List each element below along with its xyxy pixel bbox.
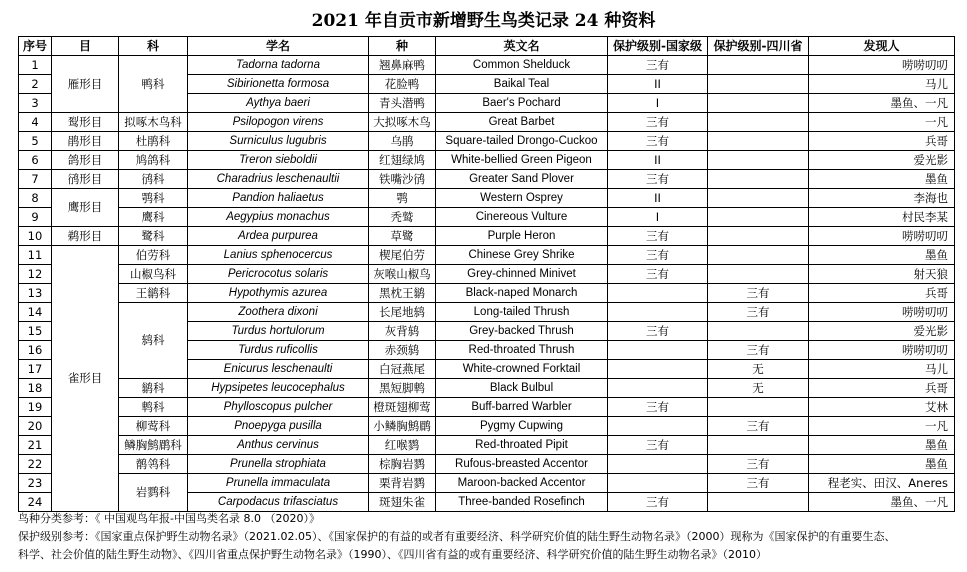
table-row: [19, 208, 955, 227]
row-number-cell: 5: [19, 132, 52, 151]
finder-cell: 村民李某: [809, 208, 955, 227]
note-line: 科学、社会价值的陆生野生动物》、《四川省重点保护野生动物名录》（1990）、《四川省有益的或有重要经济、科学研究价值的陆生野生动物名录》（2010）: [18, 548, 767, 561]
scientific-name-cell: Lanius sphenocercus: [188, 246, 369, 265]
species-cell: 翘鼻麻鸭: [369, 56, 436, 75]
table-row: [19, 436, 955, 455]
scientific-name-cell: Aegypius monachus: [188, 208, 369, 227]
finder-cell: 射天狼: [809, 265, 955, 284]
scientific-name-cell: Ardea purpurea: [188, 227, 369, 246]
english-name-cell: Red-throated Thrush: [436, 341, 608, 360]
english-name-cell: Western Osprey: [436, 189, 608, 208]
sichuan-level-cell: [708, 493, 809, 512]
species-cell: 楔尾伯劳: [369, 246, 436, 265]
national-level-cell: I: [608, 208, 708, 227]
family-cell: 鹟科: [119, 379, 188, 398]
order-cell: 雁形目: [52, 56, 119, 113]
scientific-name-cell: Pericrocotus solaris: [188, 265, 369, 284]
col-header-species: 种: [369, 37, 436, 56]
col-header-family: 科: [119, 37, 188, 56]
row-number-cell: 19: [19, 398, 52, 417]
sichuan-level-cell: 三有: [708, 303, 809, 322]
scientific-name-cell: Hypothymis azurea: [188, 284, 369, 303]
english-name-cell: Square-tailed Drongo-Cuckoo: [436, 132, 608, 151]
document-title: 2021 年自贡市新增野生鸟类记录 24 种资料: [311, 11, 656, 31]
sichuan-level-cell: 三有: [708, 284, 809, 303]
finder-cell: 墨鱼: [809, 170, 955, 189]
row-number-cell: 11: [19, 246, 52, 265]
finder-cell: 程老实、田汉、Aneres: [809, 474, 955, 493]
finder-cell: 兵哥: [809, 132, 955, 151]
family-cell: 岩鹨科: [119, 474, 188, 512]
finder-cell: 墨鱼: [809, 455, 955, 474]
order-cell: 鹈形目: [52, 227, 119, 246]
sichuan-level-cell: 三有: [708, 455, 809, 474]
english-name-cell: Maroon-backed Accentor: [436, 474, 608, 493]
species-cell: 秃鹫: [369, 208, 436, 227]
english-name-cell: Three-banded Rosefinch: [436, 493, 608, 512]
scientific-name-cell: Phylloscopus pulcher: [188, 398, 369, 417]
family-cell: 杜鹃科: [119, 132, 188, 151]
national-level-cell: [608, 474, 708, 493]
national-level-cell: II: [608, 151, 708, 170]
finder-cell: 唠唠叨叨: [809, 227, 955, 246]
row-number-cell: 8: [19, 189, 52, 208]
species-cell: 铁嘴沙鸻: [369, 170, 436, 189]
national-level-cell: II: [608, 75, 708, 94]
english-name-cell: Black-naped Monarch: [436, 284, 608, 303]
bird-records-table: [18, 36, 955, 512]
sichuan-level-cell: [708, 75, 809, 94]
finder-cell: 兵哥: [809, 284, 955, 303]
row-number-cell: 23: [19, 474, 52, 493]
order-cell: 雀形目: [52, 246, 119, 512]
sichuan-level-cell: [708, 208, 809, 227]
national-level-cell: [608, 379, 708, 398]
species-cell: 黑短脚鹎: [369, 379, 436, 398]
order-cell: 䴕形目: [52, 113, 119, 132]
species-cell: 灰背鸫: [369, 322, 436, 341]
english-name-cell: Baer's Pochard: [436, 94, 608, 113]
row-number-cell: 12: [19, 265, 52, 284]
scientific-name-cell: Prunella strophiata: [188, 455, 369, 474]
family-cell: 鹭科: [119, 227, 188, 246]
sichuan-level-cell: 三有: [708, 474, 809, 493]
row-number-cell: 3: [19, 94, 52, 113]
species-cell: 橙斑翅柳莺: [369, 398, 436, 417]
national-level-cell: II: [608, 189, 708, 208]
national-level-cell: 三有: [608, 113, 708, 132]
finder-cell: 兵哥: [809, 379, 955, 398]
table-row: [19, 227, 955, 246]
family-cell: 鹗科: [119, 189, 188, 208]
sichuan-level-cell: [708, 265, 809, 284]
english-name-cell: Common Shelduck: [436, 56, 608, 75]
species-cell: 棕胸岩鹨: [369, 455, 436, 474]
table-row: [19, 113, 955, 132]
national-level-cell: 三有: [608, 493, 708, 512]
scientific-name-cell: Zoothera dixoni: [188, 303, 369, 322]
note-line: 鸟种分类参考：《 中国观鸟年报-中国鸟类名录 8.0 （2020）》: [18, 512, 320, 525]
note-line: 保护级别参考：《国家重点保护野生动物名录》（2021.02.05）、《国家保护的有益的或者有重要经济、科学研究价值的陆生野生动物名录》（2000）现称为《国家保护的有重要生态、: [18, 530, 896, 543]
family-cell: 鹡鸰科: [119, 455, 188, 474]
national-level-cell: 三有: [608, 170, 708, 189]
col-header-finder: 发现人: [809, 37, 955, 56]
national-level-cell: [608, 360, 708, 379]
scientific-name-cell: Aythya baeri: [188, 94, 369, 113]
scientific-name-cell: Charadrius leschenaultii: [188, 170, 369, 189]
scientific-name-cell: Pnoepyga pusilla: [188, 417, 369, 436]
species-cell: 花脸鸭: [369, 75, 436, 94]
table-row: [19, 132, 955, 151]
national-level-cell: I: [608, 94, 708, 113]
row-number-cell: 17: [19, 360, 52, 379]
family-cell: 王鹟科: [119, 284, 188, 303]
scientific-name-cell: Psilopogon virens: [188, 113, 369, 132]
family-cell: 拟啄木鸟科: [119, 113, 188, 132]
row-number-cell: 20: [19, 417, 52, 436]
finder-cell: 马儿: [809, 360, 955, 379]
scientific-name-cell: Hypsipetes leucocephalus: [188, 379, 369, 398]
col-header-national-level: 保护级别-国家级: [608, 37, 708, 56]
order-cell: 鸽形目: [52, 151, 119, 170]
english-name-cell: White-bellied Green Pigeon: [436, 151, 608, 170]
finder-cell: 爱光影: [809, 151, 955, 170]
order-cell: 鹃形目: [52, 132, 119, 151]
species-cell: 乌鹃: [369, 132, 436, 151]
species-cell: 草鹭: [369, 227, 436, 246]
national-level-cell: 三有: [608, 398, 708, 417]
table-row: [19, 56, 955, 75]
scientific-name-cell: Turdus hortulorum: [188, 322, 369, 341]
finder-cell: 唠唠叨叨: [809, 56, 955, 75]
sichuan-level-cell: 无: [708, 379, 809, 398]
row-number-cell: 21: [19, 436, 52, 455]
table-row: [19, 455, 955, 474]
english-name-cell: Red-throated Pipit: [436, 436, 608, 455]
col-header-sichuan-level: 保护级别-四川省: [708, 37, 809, 56]
sichuan-level-cell: [708, 132, 809, 151]
table-row: [19, 189, 955, 208]
national-level-cell: 三有: [608, 265, 708, 284]
sichuan-level-cell: [708, 436, 809, 455]
finder-cell: 墨鱼: [809, 246, 955, 265]
row-number-cell: 10: [19, 227, 52, 246]
national-level-cell: [608, 341, 708, 360]
family-cell: 鸻科: [119, 170, 188, 189]
row-number-cell: 4: [19, 113, 52, 132]
table-row: [19, 398, 955, 417]
sichuan-level-cell: [708, 151, 809, 170]
table-row: [19, 284, 955, 303]
finder-cell: 李海也: [809, 189, 955, 208]
table-row: [19, 474, 955, 493]
english-name-cell: Buff-barred Warbler: [436, 398, 608, 417]
row-number-cell: 2: [19, 75, 52, 94]
table-row: [19, 151, 955, 170]
sichuan-level-cell: 三有: [708, 341, 809, 360]
scientific-name-cell: Carpodacus trifasciatus: [188, 493, 369, 512]
species-cell: 赤颈鸫: [369, 341, 436, 360]
family-cell: 鹎科: [119, 398, 188, 417]
english-name-cell: Purple Heron: [436, 227, 608, 246]
scientific-name-cell: Prunella immaculata: [188, 474, 369, 493]
sichuan-level-cell: [708, 113, 809, 132]
national-level-cell: 三有: [608, 436, 708, 455]
scientific-name-cell: Turdus ruficollis: [188, 341, 369, 360]
sichuan-level-cell: [708, 170, 809, 189]
reference-notes: [18, 510, 958, 564]
finder-cell: 墨鱼、一凡: [809, 493, 955, 512]
english-name-cell: Great Barbet: [436, 113, 608, 132]
col-header-scientific-name: 学名: [188, 37, 369, 56]
national-level-cell: [608, 303, 708, 322]
english-name-cell: Black Bulbul: [436, 379, 608, 398]
species-cell: 白冠燕尾: [369, 360, 436, 379]
table-row: [19, 303, 955, 322]
family-cell: 伯劳科: [119, 246, 188, 265]
sichuan-level-cell: 三有: [708, 417, 809, 436]
species-cell: 大拟啄木鸟: [369, 113, 436, 132]
row-number-cell: 16: [19, 341, 52, 360]
table-row: [19, 417, 955, 436]
row-number-cell: 15: [19, 322, 52, 341]
english-name-cell: Grey-backed Thrush: [436, 322, 608, 341]
sichuan-level-cell: [708, 227, 809, 246]
scientific-name-cell: Enicurus leschenaulti: [188, 360, 369, 379]
english-name-cell: Pygmy Cupwing: [436, 417, 608, 436]
row-number-cell: 9: [19, 208, 52, 227]
species-cell: 青头潜鸭: [369, 94, 436, 113]
english-name-cell: Rufous-breasted Accentor: [436, 455, 608, 474]
finder-cell: 马儿: [809, 75, 955, 94]
species-cell: 斑翅朱雀: [369, 493, 436, 512]
col-header-english-name: 英文名: [436, 37, 608, 56]
finder-cell: 唠唠叨叨: [809, 303, 955, 322]
finder-cell: 唠唠叨叨: [809, 341, 955, 360]
table-row: [19, 246, 955, 265]
species-cell: 鹗: [369, 189, 436, 208]
species-cell: 栗背岩鹨: [369, 474, 436, 493]
national-level-cell: [608, 417, 708, 436]
sichuan-level-cell: [708, 189, 809, 208]
national-level-cell: 三有: [608, 56, 708, 75]
row-number-cell: 18: [19, 379, 52, 398]
order-cell: 鸻形目: [52, 170, 119, 189]
finder-cell: 艾林: [809, 398, 955, 417]
finder-cell: 墨鱼: [809, 436, 955, 455]
finder-cell: 一凡: [809, 417, 955, 436]
row-number-cell: 22: [19, 455, 52, 474]
col-header-order: 目: [52, 37, 119, 56]
table-row: [19, 379, 955, 398]
family-cell: 鸠鸽科: [119, 151, 188, 170]
scientific-name-cell: Treron sieboldii: [188, 151, 369, 170]
english-name-cell: Chinese Grey Shrike: [436, 246, 608, 265]
scientific-name-cell: Surniculus lugubris: [188, 132, 369, 151]
row-number-cell: 13: [19, 284, 52, 303]
table-header-row: [19, 37, 955, 56]
sichuan-level-cell: [708, 246, 809, 265]
col-header-number: 序号: [19, 37, 52, 56]
row-number-cell: 14: [19, 303, 52, 322]
scientific-name-cell: Anthus cervinus: [188, 436, 369, 455]
family-cell: 鸭科: [119, 56, 188, 113]
national-level-cell: [608, 284, 708, 303]
family-cell: 鳞胸鹪鹛科: [119, 436, 188, 455]
family-cell: 鸫科: [119, 303, 188, 379]
species-cell: 红喉鹨: [369, 436, 436, 455]
english-name-cell: Baikal Teal: [436, 75, 608, 94]
finder-cell: 墨鱼、一凡: [809, 94, 955, 113]
english-name-cell: Grey-chinned Minivet: [436, 265, 608, 284]
row-number-cell: 6: [19, 151, 52, 170]
family-cell: 柳莺科: [119, 417, 188, 436]
sichuan-level-cell: [708, 322, 809, 341]
family-cell: 鹰科: [119, 208, 188, 227]
scientific-name-cell: Pandion haliaetus: [188, 189, 369, 208]
finder-cell: 爱光影: [809, 322, 955, 341]
table-body: [19, 56, 955, 512]
species-cell: 红翅绿鸠: [369, 151, 436, 170]
species-cell: 长尾地鸫: [369, 303, 436, 322]
national-level-cell: 三有: [608, 132, 708, 151]
national-level-cell: 三有: [608, 246, 708, 265]
english-name-cell: White-crowned Forktail: [436, 360, 608, 379]
scientific-name-cell: Sibirionetta formosa: [188, 75, 369, 94]
national-level-cell: [608, 455, 708, 474]
sichuan-level-cell: [708, 94, 809, 113]
english-name-cell: Long-tailed Thrush: [436, 303, 608, 322]
english-name-cell: Greater Sand Plover: [436, 170, 608, 189]
national-level-cell: 三有: [608, 322, 708, 341]
table-row: [19, 170, 955, 189]
finder-cell: 一凡: [809, 113, 955, 132]
species-cell: 黑枕王鹟: [369, 284, 436, 303]
scientific-name-cell: Tadorna tadorna: [188, 56, 369, 75]
row-number-cell: 7: [19, 170, 52, 189]
species-cell: 灰喉山椒鸟: [369, 265, 436, 284]
row-number-cell: 24: [19, 493, 52, 512]
sichuan-level-cell: [708, 56, 809, 75]
row-number-cell: 1: [19, 56, 52, 75]
english-name-cell: Cinereous Vulture: [436, 208, 608, 227]
family-cell: 山椒鸟科: [119, 265, 188, 284]
sichuan-level-cell: [708, 398, 809, 417]
sichuan-level-cell: 无: [708, 360, 809, 379]
order-cell: 鹰形目: [52, 189, 119, 227]
table-row: [19, 265, 955, 284]
species-cell: 小鳞胸鹪鹛: [369, 417, 436, 436]
national-level-cell: 三有: [608, 227, 708, 246]
